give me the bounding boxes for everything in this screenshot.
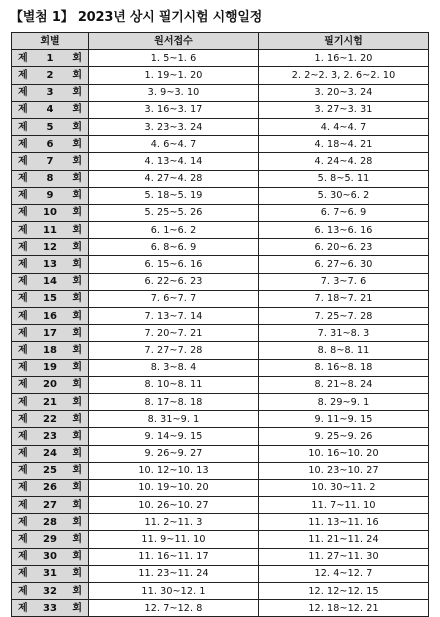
table-row [12, 514, 429, 531]
round-cell: 제 31 회 [12, 565, 89, 582]
table-row [12, 118, 429, 135]
header-application: 원서접수 [89, 33, 259, 50]
application-date-cell: 10. 19~10. 20 [89, 479, 259, 496]
round-cell: 제 14 회 [12, 273, 89, 290]
exam-date-cell: 3. 20~3. 24 [259, 84, 429, 101]
round-cell: 제 8 회 [12, 170, 89, 187]
table-row [12, 290, 429, 307]
exam-date-cell: 4. 24~4. 28 [259, 153, 429, 170]
application-date-cell: 3. 16~3. 17 [89, 101, 259, 118]
table-row [12, 239, 429, 256]
exam-date-cell: 7. 3~7. 6 [259, 273, 429, 290]
table-row [12, 359, 429, 376]
table-row [12, 256, 429, 273]
table-row [12, 548, 429, 565]
round-cell: 제 2 회 [12, 67, 89, 84]
exam-date-cell: 7. 31~8. 3 [259, 325, 429, 342]
header-round: 회별 [12, 33, 89, 50]
table-body [12, 50, 429, 617]
round-cell: 제 11 회 [12, 222, 89, 239]
table-row [12, 411, 429, 428]
exam-date-cell: 8. 21~8. 24 [259, 376, 429, 393]
application-date-cell: 8. 31~9. 1 [89, 411, 259, 428]
application-date-cell: 10. 26~10. 27 [89, 497, 259, 514]
round-cell: 제 18 회 [12, 342, 89, 359]
round-cell: 제 30 회 [12, 548, 89, 565]
table-row [12, 445, 429, 462]
round-cell: 제 24 회 [12, 445, 89, 462]
round-cell: 제 19 회 [12, 359, 89, 376]
round-cell: 제 7 회 [12, 153, 89, 170]
exam-date-cell: 11. 27~11. 30 [259, 548, 429, 565]
table-row [12, 583, 429, 600]
application-date-cell: 12. 7~12. 8 [89, 600, 259, 617]
exam-date-cell: 9. 11~9. 15 [259, 411, 429, 428]
round-cell: 제 12 회 [12, 239, 89, 256]
table-row [12, 187, 429, 204]
exam-date-cell: 10. 23~10. 27 [259, 462, 429, 479]
application-date-cell: 6. 8~6. 9 [89, 239, 259, 256]
round-cell: 제 26 회 [12, 479, 89, 496]
exam-date-cell: 4. 4~4. 7 [259, 118, 429, 135]
application-date-cell: 11. 30~12. 1 [89, 583, 259, 600]
table-header [12, 33, 429, 50]
table-row [12, 531, 429, 548]
exam-date-cell: 6. 27~6. 30 [259, 256, 429, 273]
application-date-cell: 9. 26~9. 27 [89, 445, 259, 462]
exam-date-cell: 5. 30~6. 2 [259, 187, 429, 204]
exam-date-cell: 8. 8~8. 11 [259, 342, 429, 359]
round-cell: 제 6 회 [12, 136, 89, 153]
table-row [12, 462, 429, 479]
exam-schedule-table [11, 32, 429, 617]
table-row [12, 325, 429, 342]
application-date-cell: 4. 27~4. 28 [89, 170, 259, 187]
table-row [12, 479, 429, 496]
exam-date-cell: 12. 12~12. 15 [259, 583, 429, 600]
exam-date-cell: 8. 16~8. 18 [259, 359, 429, 376]
table-row [12, 153, 429, 170]
round-cell: 제 16 회 [12, 308, 89, 325]
table-row [12, 204, 429, 221]
table-row [12, 428, 429, 445]
exam-date-cell: 5. 8~5. 11 [259, 170, 429, 187]
round-cell: 제 13 회 [12, 256, 89, 273]
table-row [12, 273, 429, 290]
application-date-cell: 5. 18~5. 19 [89, 187, 259, 204]
table-row [12, 342, 429, 359]
exam-date-cell: 10. 30~11. 2 [259, 479, 429, 496]
table-row [12, 565, 429, 582]
exam-date-cell: 11. 21~11. 24 [259, 531, 429, 548]
exam-date-cell: 8. 29~9. 1 [259, 393, 429, 410]
application-date-cell: 1. 19~1. 20 [89, 67, 259, 84]
application-date-cell: 9. 14~9. 15 [89, 428, 259, 445]
exam-date-cell: 12. 18~12. 21 [259, 600, 429, 617]
round-cell: 제 25 회 [12, 462, 89, 479]
application-date-cell: 7. 6~7. 7 [89, 290, 259, 307]
table-row [12, 600, 429, 617]
application-date-cell: 8. 10~8. 11 [89, 376, 259, 393]
application-date-cell: 11. 16~11. 17 [89, 548, 259, 565]
exam-date-cell: 10. 16~10. 20 [259, 445, 429, 462]
exam-date-cell: 11. 13~11. 16 [259, 514, 429, 531]
application-date-cell: 11. 23~11. 24 [89, 565, 259, 582]
round-cell: 제 3 회 [12, 84, 89, 101]
application-date-cell: 8. 3~8. 4 [89, 359, 259, 376]
application-date-cell: 11. 9~11. 10 [89, 531, 259, 548]
exam-date-cell: 6. 7~6. 9 [259, 204, 429, 221]
round-cell: 제 9 회 [12, 187, 89, 204]
application-date-cell: 6. 1~6. 2 [89, 222, 259, 239]
application-date-cell: 1. 5~1. 6 [89, 50, 259, 67]
round-cell: 제 4 회 [12, 101, 89, 118]
round-cell: 제 10 회 [12, 204, 89, 221]
application-date-cell: 11. 2~11. 3 [89, 514, 259, 531]
round-cell: 제 1 회 [12, 50, 89, 67]
application-date-cell: 3. 23~3. 24 [89, 118, 259, 135]
exam-date-cell: 11. 7~11. 10 [259, 497, 429, 514]
application-date-cell: 4. 6~4. 7 [89, 136, 259, 153]
round-cell: 제 27 회 [12, 497, 89, 514]
header-exam: 필기시험 [259, 33, 429, 50]
exam-date-cell: 12. 4~12. 7 [259, 565, 429, 582]
table-row [12, 50, 429, 67]
document-title: 【별첨 1】 2023년 상시 필기시험 시행일정 [10, 10, 263, 25]
application-date-cell: 8. 17~8. 18 [89, 393, 259, 410]
round-cell: 제 20 회 [12, 376, 89, 393]
round-cell: 제 15 회 [12, 290, 89, 307]
exam-date-cell: 7. 25~7. 28 [259, 308, 429, 325]
exam-date-cell: 4. 18~4. 21 [259, 136, 429, 153]
application-date-cell: 3. 9~3. 10 [89, 84, 259, 101]
exam-date-cell: 3. 27~3. 31 [259, 101, 429, 118]
table-row [12, 497, 429, 514]
table-row [12, 67, 429, 84]
application-date-cell: 7. 20~7. 21 [89, 325, 259, 342]
round-cell: 제 22 회 [12, 411, 89, 428]
table-row [12, 222, 429, 239]
round-cell: 제 17 회 [12, 325, 89, 342]
application-date-cell: 7. 27~7. 28 [89, 342, 259, 359]
application-date-cell: 7. 13~7. 14 [89, 308, 259, 325]
exam-date-cell: 9. 25~9. 26 [259, 428, 429, 445]
table-row [12, 101, 429, 118]
round-cell: 제 28 회 [12, 514, 89, 531]
exam-date-cell: 2. 2~2. 3, 2. 6~2. 10 [259, 67, 429, 84]
application-date-cell: 10. 12~10. 13 [89, 462, 259, 479]
exam-date-cell: 7. 18~7. 21 [259, 290, 429, 307]
exam-date-cell: 6. 13~6. 16 [259, 222, 429, 239]
round-cell: 제 5 회 [12, 118, 89, 135]
exam-date-cell: 1. 16~1. 20 [259, 50, 429, 67]
table-row [12, 308, 429, 325]
round-cell: 제 23 회 [12, 428, 89, 445]
exam-date-cell: 6. 20~6. 23 [259, 239, 429, 256]
round-cell: 제 29 회 [12, 531, 89, 548]
header-row [12, 33, 429, 50]
application-date-cell: 4. 13~4. 14 [89, 153, 259, 170]
table-row [12, 393, 429, 410]
application-date-cell: 6. 15~6. 16 [89, 256, 259, 273]
application-date-cell: 5. 25~5. 26 [89, 204, 259, 221]
table-row [12, 84, 429, 101]
application-date-cell: 6. 22~6. 23 [89, 273, 259, 290]
table-row [12, 376, 429, 393]
round-cell: 제 21 회 [12, 393, 89, 410]
table-row [12, 136, 429, 153]
table-row [12, 170, 429, 187]
round-cell: 제 32 회 [12, 583, 89, 600]
round-cell: 제 33 회 [12, 600, 89, 617]
